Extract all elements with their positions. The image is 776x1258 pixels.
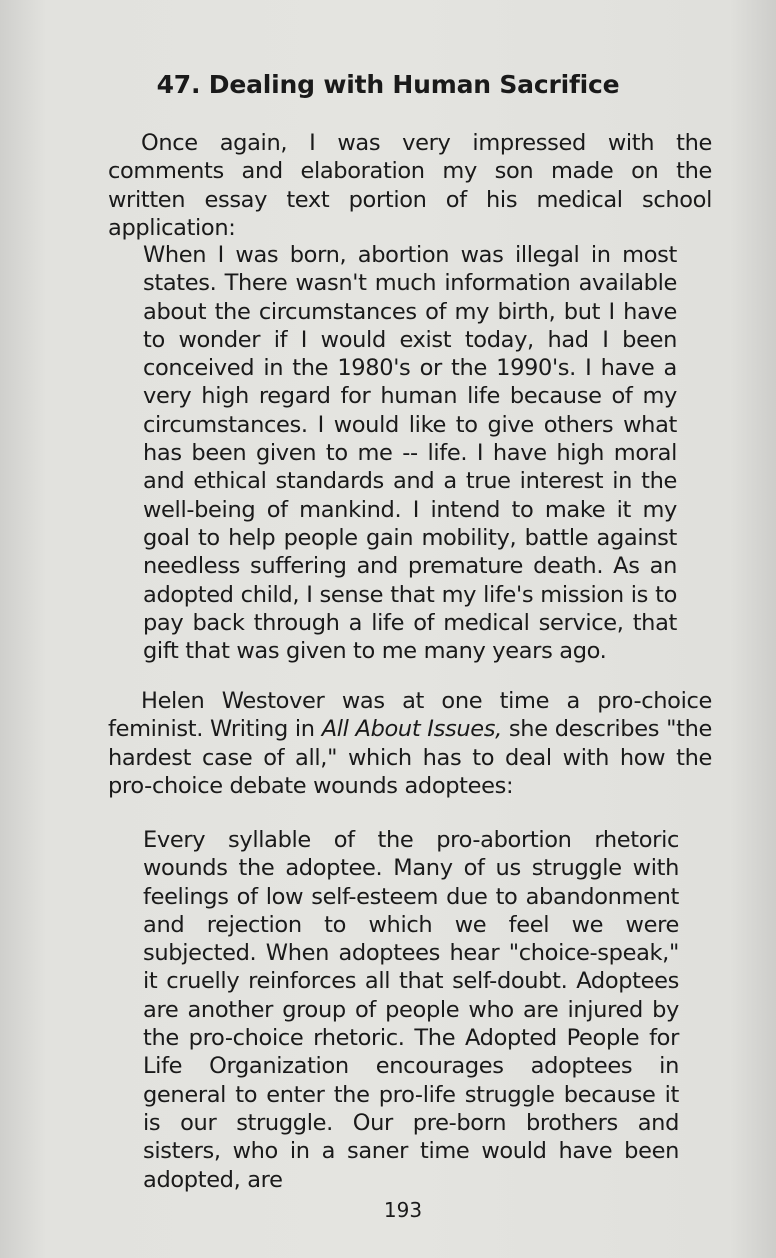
- chapter-title: 47. Dealing with Human Sacrifice: [156, 70, 620, 99]
- intro-paragraph: Once again, I was very impressed with the comments and elaboration my son made on the written essay text portion of his medical school application:: [108, 130, 712, 241]
- westover-text-after: she describes "the hardest case of all," which has to deal with how the pro-choice debate wounds adoptees:: [108, 716, 712, 799]
- source-title: All About Issues,: [321, 716, 502, 743]
- block-quote-essay: When I was born, abortion was illegal in most states. There wasn't much information available about the circumstances of my birth, but I have to wonder if I would exist today, had I been conceived in the 1980's or the 1990's. I have a very high regard for human life because of my circumstances. I would like to give others what has been given to me -- life. I have high moral and ethical standards and a true interest in the well-being of mankind. I intend to make it my goal to help people gain mobility, battle against needless suffering and premature death. As an adopted child, I sense that my life's mission is to pay back through a life of medical service, that gift that was given to me many years ago.: [143, 242, 677, 665]
- page-number: 193: [383, 1198, 423, 1222]
- block-quote-westover: Every syllable of the pro-abortion rhetoric wounds the adoptee. Many of us struggle with feelings of low self-esteem due to abandonment and rejection to which we feel we were subjected. When adoptees hear "choice-speak," it cruelly reinforces all that self-doubt. Adoptees are another group of people who are injured by the pro-choice rhetoric. The Adopted People for Life Organization encourages adoptees in general to enter the pro-life struggle because it is our struggle. Our pre-born brothers and sisters, who in a saner time would have been adopted, are: [143, 827, 679, 1193]
- westover-text-before: Helen Westover was at one time a pro-choice feminist. Writing in: [108, 688, 712, 743]
- westover-paragraph: [108, 687, 712, 800]
